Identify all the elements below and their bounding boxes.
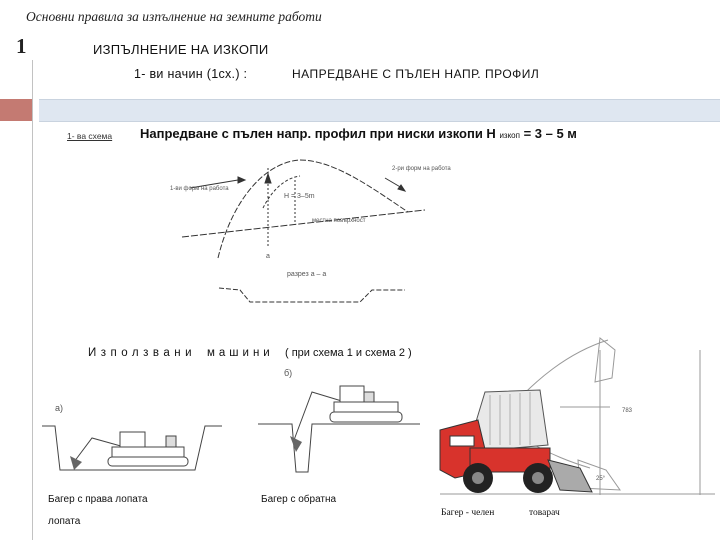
progress-label: НАПРЕДВАНЕ С ПЪЛЕН НАПР. ПРОФИЛ (292, 67, 540, 81)
scheme-label: 1- ва схема (67, 131, 113, 141)
label-2nd-form: 2-ри форм на работа (392, 166, 451, 172)
caption-loader-2: товарач (529, 508, 560, 518)
headline-sub: изкоп (499, 131, 520, 140)
dim-label-2: 25° (596, 476, 606, 482)
brand-plate (450, 436, 474, 446)
label-height: H = 3–5m (284, 193, 315, 200)
rear-hub (532, 472, 544, 484)
front-hub (472, 472, 484, 484)
front-bucket (548, 460, 592, 492)
headline-text: Напредване с пълен напр. профил при ниски изкопи Н (140, 126, 496, 141)
headline-value: = 3 – 5 м (523, 126, 577, 141)
label-section: разрез а – а (287, 271, 327, 278)
using-label: Използвани (88, 347, 197, 359)
machines-label: машини (207, 347, 274, 359)
method-label: 1- ви начин (1сх.) : (134, 67, 248, 81)
raised-bucket (595, 338, 615, 382)
label-fig-b: б) (284, 368, 293, 378)
label-fig-a: а) (55, 403, 64, 413)
header-title: Основни правила за изпълнение на земните работи (26, 9, 322, 24)
caption-loader-1: Багер - челен (441, 508, 495, 518)
caption-backhoe: Багер с обратна (261, 494, 337, 505)
dim-label-1: 783 (622, 408, 633, 414)
caption-straight-shovel-2: лопата (48, 516, 81, 527)
caption-straight-shovel: Багер с права лопата (48, 494, 148, 505)
label-ground: местна повърхност (312, 218, 366, 224)
schemes-label: ( при схема 1 и схема 2 ) (285, 347, 412, 359)
label-a: a (266, 253, 270, 260)
slide-number: 1 (16, 34, 27, 58)
main-title: ИЗПЪЛНЕНИЕ НА ИЗКОПИ (93, 42, 269, 57)
label-1st-form: 1-ви форм на работа (170, 186, 229, 192)
